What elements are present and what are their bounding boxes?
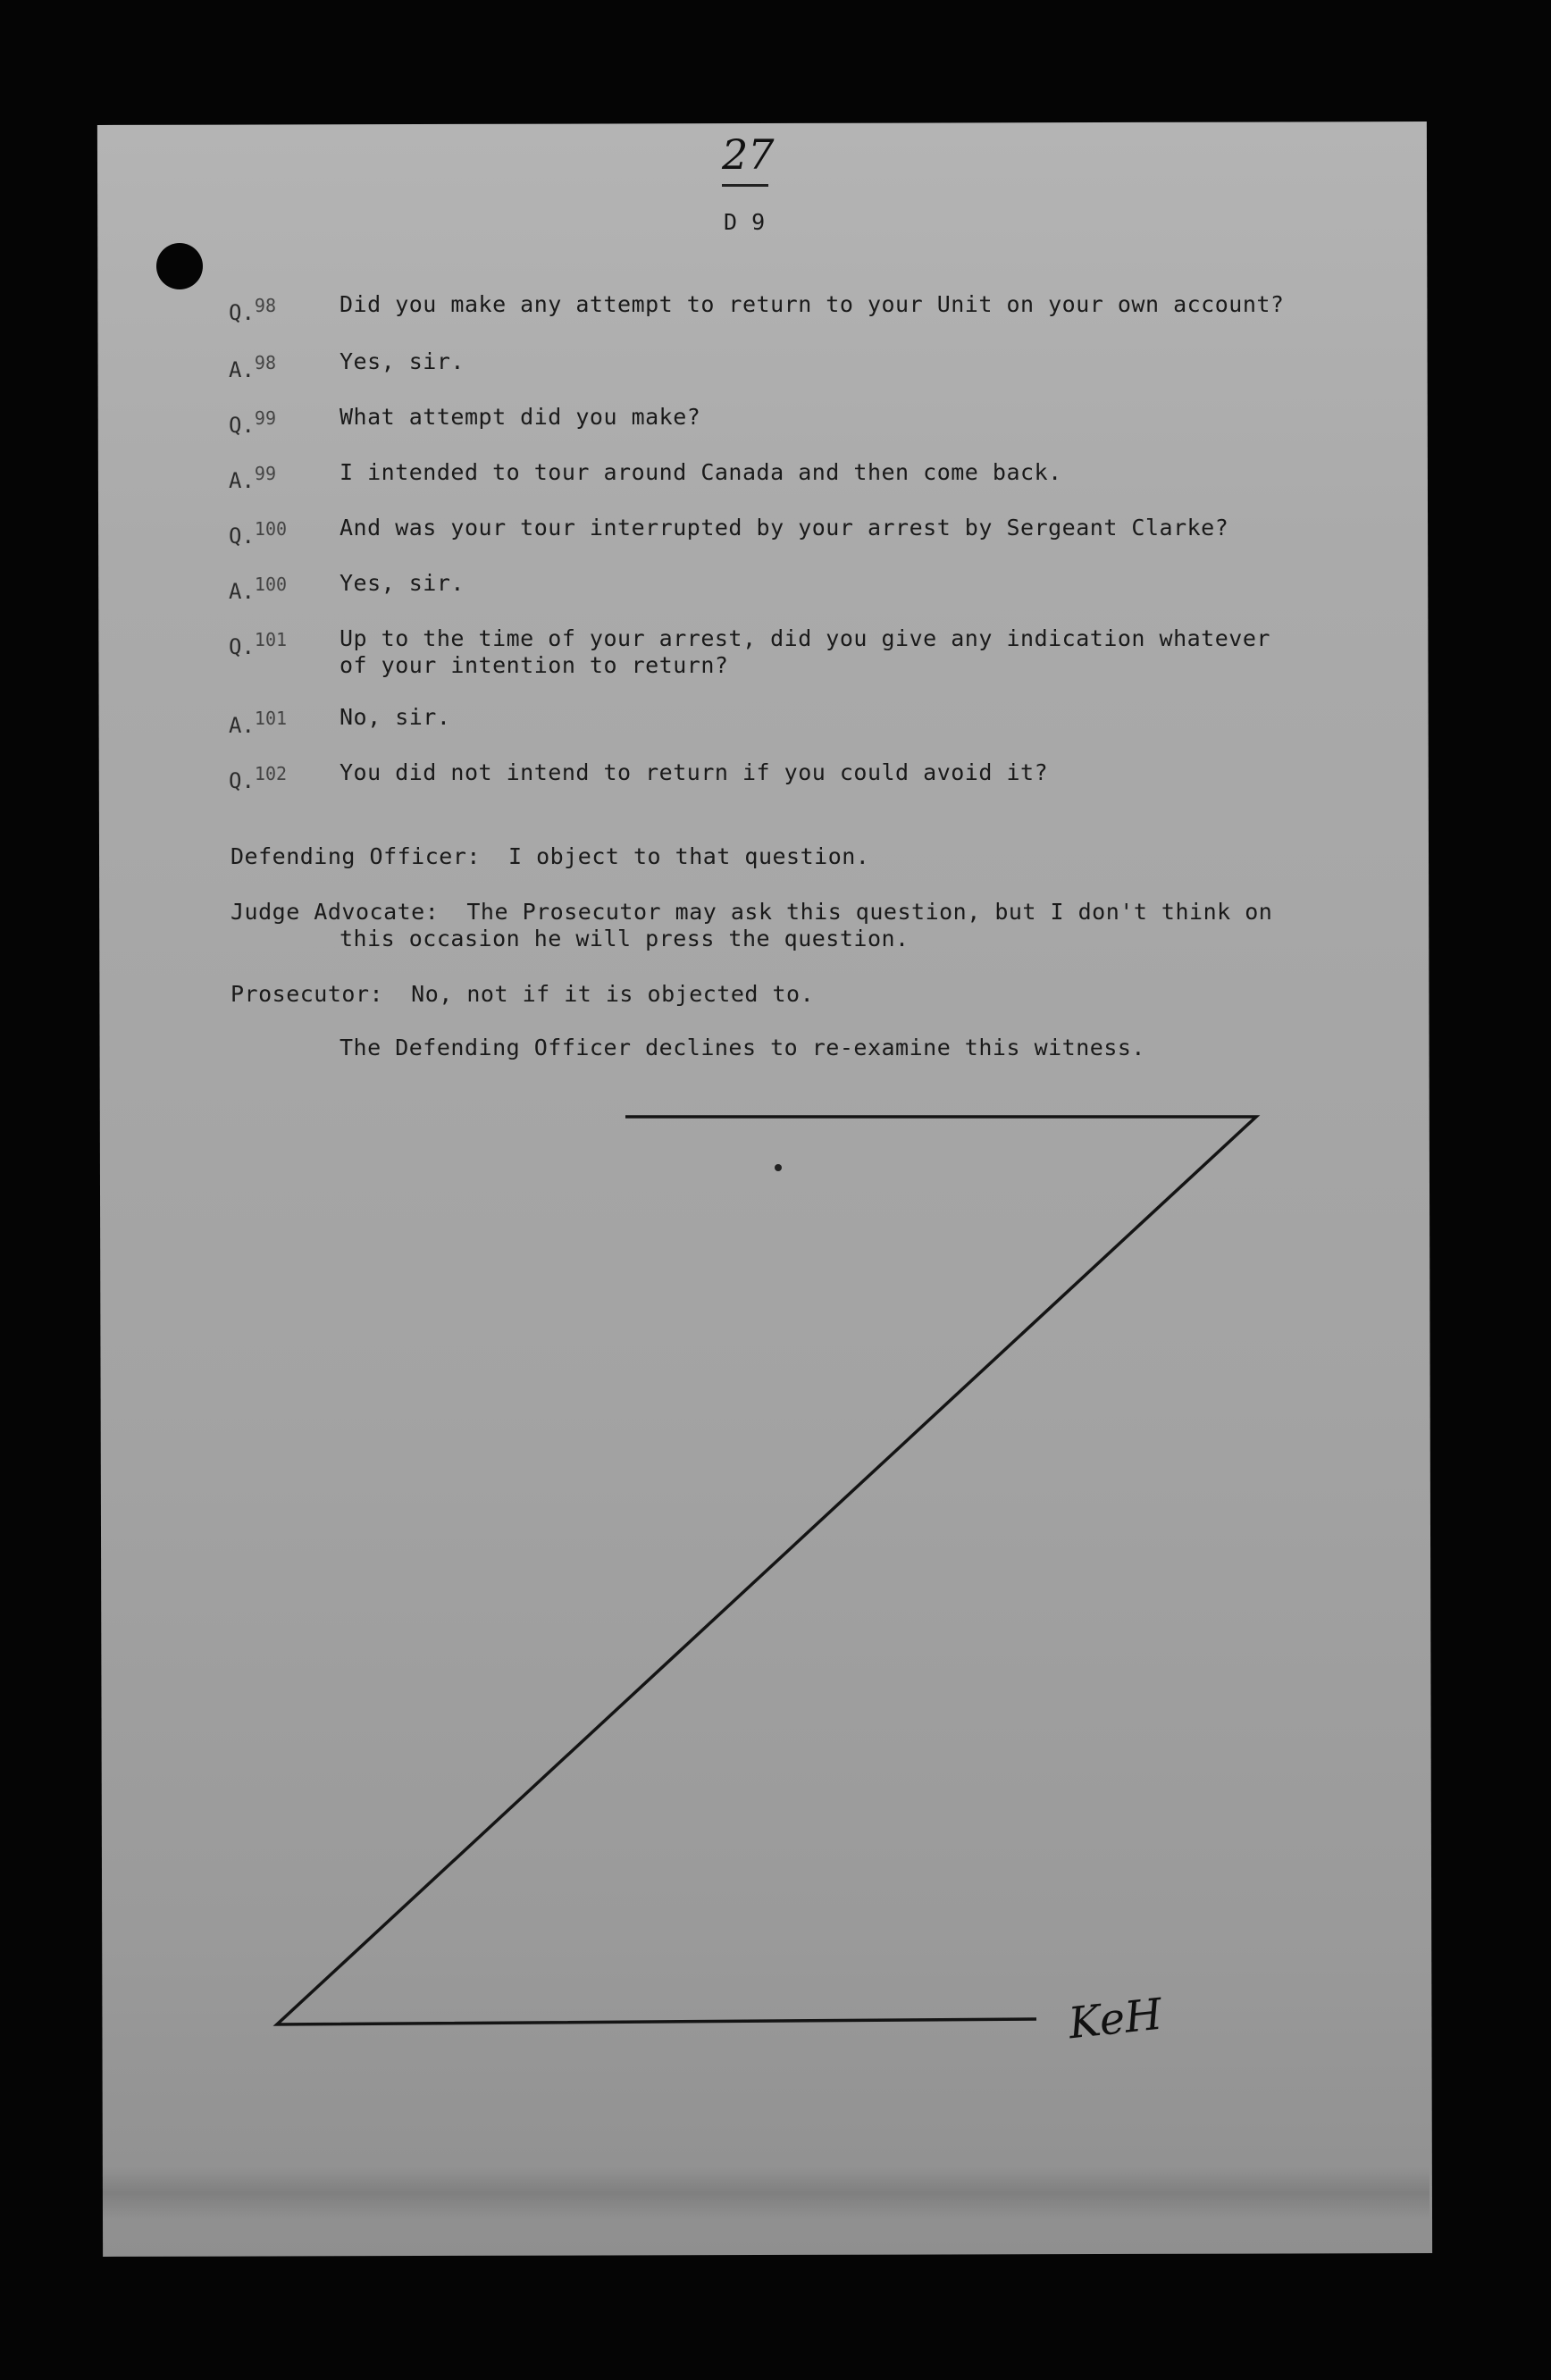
answer-text: No, sir. <box>340 704 451 730</box>
qa-label: Q. <box>229 413 255 438</box>
qa-index: 99 <box>254 407 276 429</box>
page-number-handwritten: 27 <box>722 130 775 179</box>
closing-statement: The Defending Officer declines to re-examine this witness. <box>340 1035 1145 1060</box>
qa-label: Q. <box>229 634 255 659</box>
qa-label: A. <box>229 468 255 493</box>
qa-label: Q. <box>229 768 255 793</box>
question-text: of your intention to return? <box>340 652 729 678</box>
answer-text: Yes, sir. <box>340 570 465 596</box>
prosecutor-reply: Prosecutor: No, not if it is objected to. <box>231 981 815 1007</box>
answer-text: I intended to tour around Canada and then come back. <box>340 459 1062 485</box>
defending-officer-objection: Defending Officer: I object to that question. <box>231 843 870 869</box>
question-text: Did you make any attempt to return to your Unit on your own account? <box>340 291 1285 317</box>
question-text: And was your tour interrupted by your arrest by Sergeant Clarke? <box>340 515 1229 541</box>
qa-index: 99 <box>254 463 276 484</box>
qa-index: 102 <box>254 763 288 784</box>
section-marker: D 9 <box>724 209 766 235</box>
judge-advocate-remark-line2: this occasion he will press the question. <box>340 926 910 951</box>
question-text: What attempt did you make? <box>340 404 701 430</box>
answer-text: Yes, sir. <box>340 348 465 374</box>
qa-index: 101 <box>254 708 288 729</box>
qa-index: 100 <box>254 518 288 540</box>
qa-index: 98 <box>254 295 276 316</box>
qa-index: 100 <box>254 574 288 595</box>
qa-label: A. <box>229 713 255 738</box>
qa-label: Q. <box>229 300 255 325</box>
bottom-scan-shadow <box>100 2166 1429 2220</box>
question-text: Up to the time of your arrest, did you give any indication whatever <box>340 625 1270 651</box>
qa-index: 101 <box>254 629 288 650</box>
qa-label: Q. <box>229 524 255 549</box>
qa-index: 98 <box>254 352 276 373</box>
qa-label: A. <box>229 579 255 604</box>
handwritten-initials: KeH <box>1066 1989 1165 2049</box>
judge-advocate-remark-line1: Judge Advocate: The Prosecutor may ask this question, but I don't think on <box>231 899 1273 925</box>
question-text: You did not intend to return if you could avoid it? <box>340 759 1049 785</box>
qa-label: A. <box>229 357 255 382</box>
